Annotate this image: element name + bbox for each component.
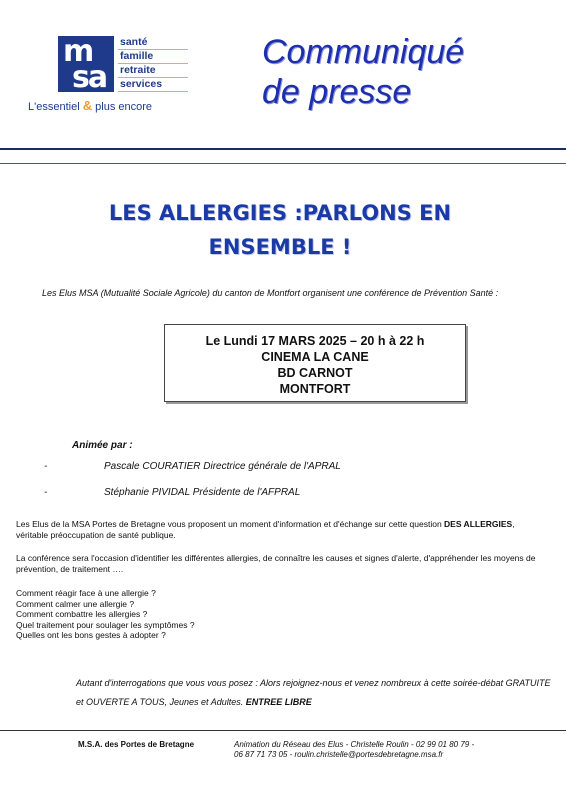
header-divider-thin (0, 163, 566, 164)
host-item (44, 461, 341, 472)
para1-bold: DES ALLERGIES (444, 519, 513, 529)
event-details-box (164, 324, 466, 402)
event-date: Le Lundi 17 MARS 2025 – 20 h à 22 h (205, 334, 425, 348)
closing-paragraph (76, 674, 552, 712)
event-venue: CINEMA LA CANE (261, 350, 369, 364)
headline (60, 196, 500, 264)
logo-word: famille (118, 50, 188, 64)
logo-word: santé (118, 36, 188, 50)
logo-words (118, 36, 188, 92)
footer-contact-line-1: Animation du Réseau des Elus - Christelle Roulin - 02 99 01 80 79 - (234, 740, 475, 749)
hosts-heading: Animée par : (72, 440, 133, 451)
logo-mark-sa: sa (72, 60, 107, 95)
footer-organization: M.S.A. des Portes de Bretagne (78, 740, 195, 749)
headline-line-2: ENSEMBLE ! (208, 235, 352, 259)
list-dash: - (44, 487, 48, 498)
question-item: Quel traitement pour soulager les symptômes ? (16, 619, 195, 630)
list-dash: - (44, 461, 48, 472)
questions-list (16, 588, 195, 641)
host-name: Stéphanie PIVIDAL Présidente de l'AFPRAL (104, 487, 301, 498)
logo-word: services (118, 78, 188, 92)
tagline-right: plus encore (95, 101, 153, 113)
footer-contact (234, 740, 534, 760)
question-item: Quelles ont les bons gestes à adopter ? (16, 630, 166, 640)
logo-word: retraite (118, 64, 188, 78)
title-line-2: de presse (262, 73, 412, 111)
tagline-left: L'essentiel (28, 101, 80, 113)
msa-logo (58, 36, 188, 94)
host-item (44, 487, 300, 498)
para1-start: Les Elus de la MSA Portes de Bretagne vous proposent un moment d'information et d'échange sur cette question (16, 519, 445, 529)
tagline-ampersand: & (82, 98, 93, 113)
question-item: Comment calmer une allergie ? (16, 598, 135, 609)
msa-logo-mark (58, 34, 114, 95)
closing-text: Autant d'interrogations que vous vous posez : Alors rejoignez-nous et venez nombreux à cette soirée-débat GRATUITE et OUVERTE A TOUS, Jeunes et Adultes. (76, 678, 551, 707)
event-street: BD CARNOT (277, 366, 353, 380)
press-release-title (262, 32, 464, 112)
intro-text: Les Elus MSA (Mutualité Sociale Agricole) du canton de Montfort organisent une conférence de Prévention Santé : (42, 288, 499, 298)
question-item: Comment combattre les allergies ? (16, 609, 148, 619)
body-paragraph-2: La conférence sera l'occasion d'identifier les différentes allergies, de connaître les causes et signes d'alerte, d'appréhender les moyens de prévention, de traitement …. (16, 553, 536, 574)
question-item: Comment réagir face à une allergie ? (16, 588, 156, 598)
title-line-1: Communiqué (262, 33, 465, 71)
closing-bold: ENTREE LIBRE (245, 697, 312, 707)
host-name: Pascale COURATIER Directrice générale de l'APRAL (104, 461, 341, 472)
event-city: MONTFORT (279, 382, 351, 396)
body-paragraph-1 (16, 519, 548, 541)
logo-tagline (28, 98, 152, 113)
footer-contact-line-2: 06 87 71 73 05 - roulin.christelle@portesdebretagne.msa.fr (234, 750, 444, 759)
header-divider (0, 148, 566, 150)
headline-line-1: LES ALLERGIES :PARLONS EN (108, 201, 452, 225)
logo-mark-m: m (63, 34, 94, 69)
para1-end: , véritable préoccupation de santé publique. (16, 519, 515, 540)
footer-divider (0, 730, 566, 731)
